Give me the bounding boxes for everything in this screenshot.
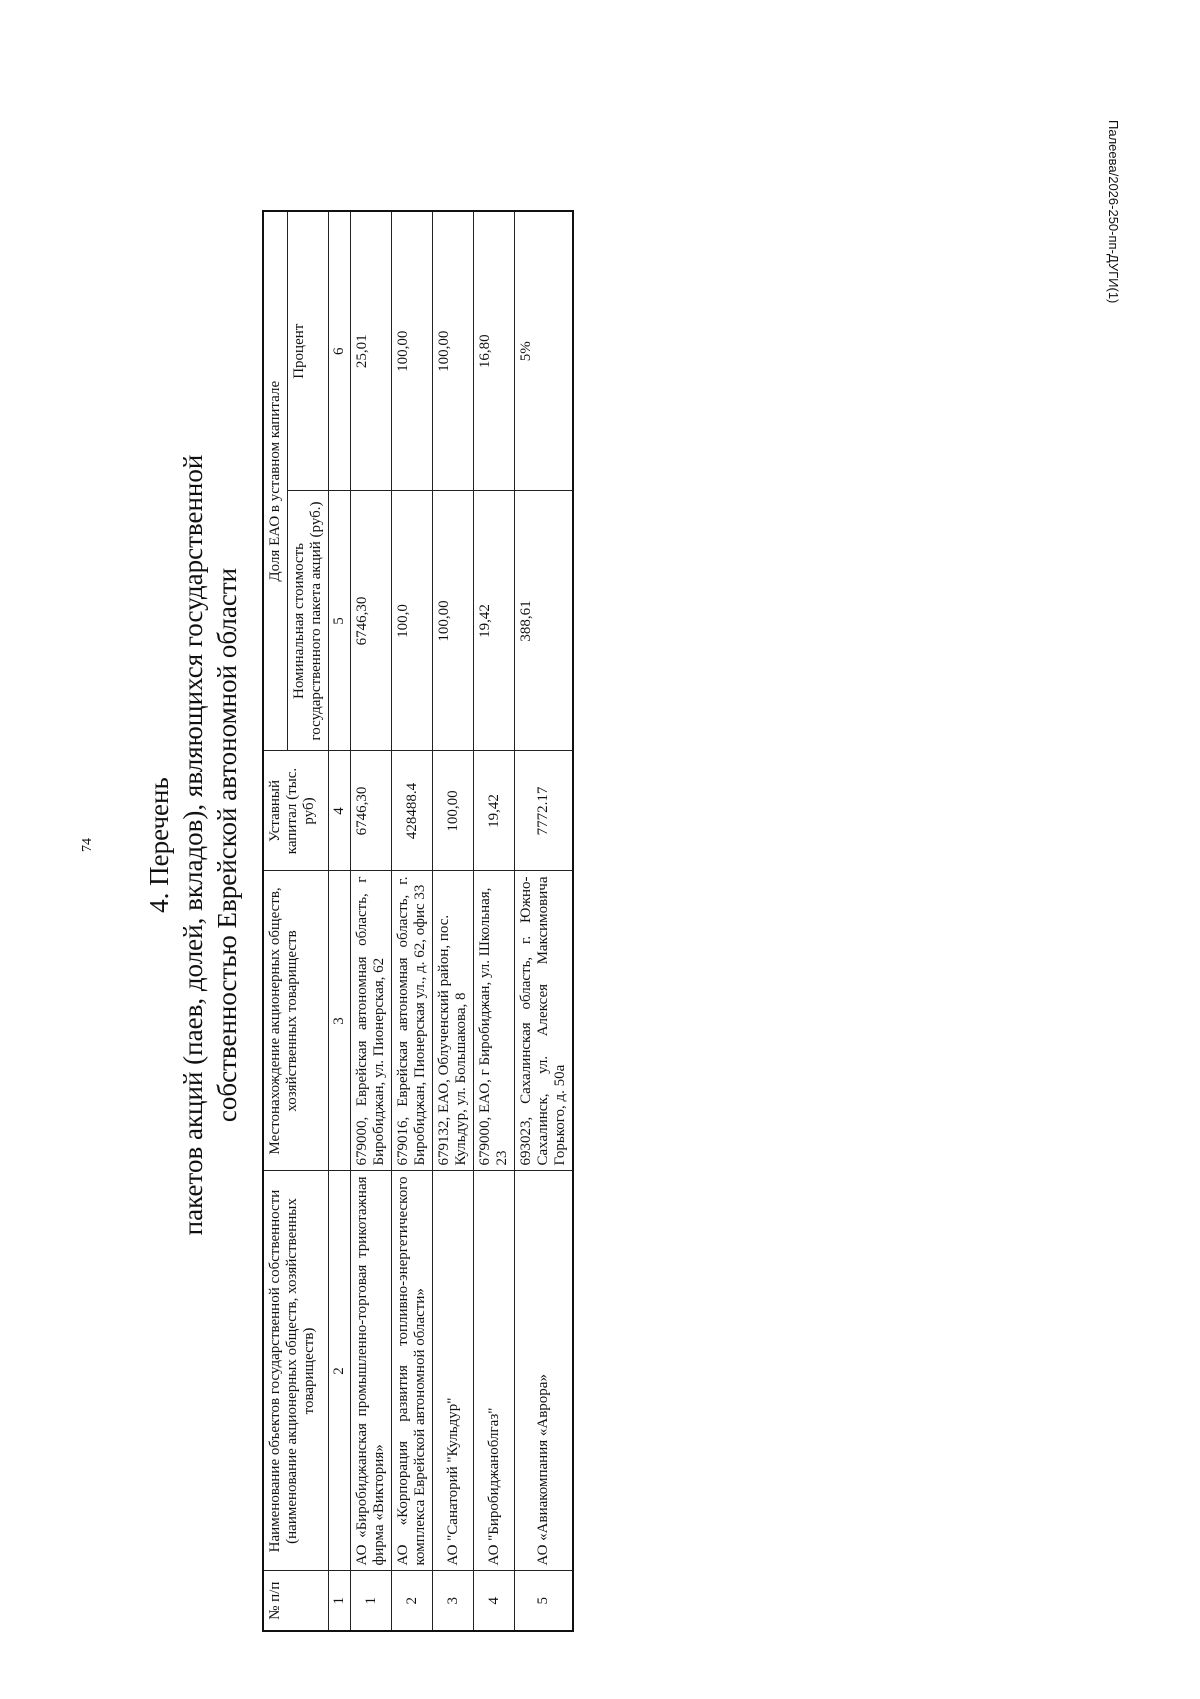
table-header-row	[263, 211, 288, 1631]
row-location: 679016, Еврейская автономная область, г. Биробиджан, Пионерская ул., д. 62, офис 33	[392, 871, 433, 1171]
row-name: АО «Авиакомпания «Аврора»	[515, 1171, 574, 1571]
table-row	[392, 211, 433, 1631]
column-number: 2	[329, 1171, 351, 1571]
row-num: 4	[474, 1571, 515, 1631]
row-capital: 7772.17	[515, 751, 574, 871]
document-footer-code: Палеева/2026-250-пп-ДУГИ(1)	[1106, 120, 1121, 304]
column-number: 5	[329, 491, 351, 751]
row-num: 2	[392, 1571, 433, 1631]
header-capital: Уставный капитал (тыс. руб)	[263, 751, 329, 871]
header-name: Наименование объектов государственной собственности (наименование акционерных обществ, хозяйственных товариществ)	[263, 1171, 329, 1571]
table-row	[474, 211, 515, 1631]
page-number: 74	[80, 838, 95, 852]
row-nominal: 6746,30	[351, 491, 392, 751]
title-line-1: 4. Перечень	[144, 777, 174, 913]
row-name: АО "Санаторий "Кульдур"	[433, 1171, 474, 1571]
row-capital: 19,42	[474, 751, 515, 871]
row-percent: 100,00	[433, 211, 474, 491]
header-percent: Процент	[288, 211, 329, 491]
row-nominal: 100,00	[433, 491, 474, 751]
title-line-2: пакетов акций (паев, долей, вкладов), являющихся государственной	[178, 454, 208, 1236]
row-location: 679132, ЕАО, Облученский район, пос. Кульдур, ул. Большакова, 8	[433, 871, 474, 1171]
row-name: АО "Биробиджаноблгаз"	[474, 1171, 515, 1571]
row-name: АО «Биробиджанская промышленно-торговая трикотажная фирма «Виктория»	[351, 1171, 392, 1571]
header-location: Местонахождение акционерных обществ, хозяйственных товариществ	[263, 871, 329, 1171]
row-location: 679000, ЕАО, г Биробиджан, ул. Школьная, 23	[474, 871, 515, 1171]
row-capital: 6746,30	[351, 751, 392, 871]
rotated-page-content	[50, 35, 1050, 1655]
row-percent: 100,00	[392, 211, 433, 491]
shareholdings-table	[262, 210, 574, 1632]
row-percent: 16,80	[474, 211, 515, 491]
row-nominal: 100,0	[392, 491, 433, 751]
row-capital: 100,00	[433, 751, 474, 871]
header-num: № п/п	[263, 1571, 329, 1631]
row-num: 1	[351, 1571, 392, 1631]
table-row	[351, 211, 392, 1631]
row-nominal: 19,42	[474, 491, 515, 751]
row-percent: 5%	[515, 211, 574, 491]
row-nominal: 388,61	[515, 491, 574, 751]
row-num: 5	[515, 1571, 574, 1631]
title-line-3: собственностью Еврейской автономной области	[212, 567, 242, 1123]
column-number: 4	[329, 751, 351, 871]
row-percent: 25,01	[351, 211, 392, 491]
row-capital: 428488.4	[392, 751, 433, 871]
table-row	[515, 211, 574, 1631]
row-location: 693023, Сахалинская область, г. Южно-Сахалинск, ул. Алексея Максимовича Горького, д. 50а	[515, 871, 574, 1171]
row-num: 3	[433, 1571, 474, 1631]
table-row	[433, 211, 474, 1631]
column-number: 1	[329, 1571, 351, 1631]
header-share-group: Доля ЕАО в уставном капитале	[263, 211, 288, 751]
header-nominal: Номинальная стоимость государственного пакета акций (руб.)	[288, 491, 329, 751]
row-location: 679000, Еврейская автономная область, г Биробиджан, ул. Пионерская, 62	[351, 871, 392, 1171]
column-number-row	[329, 211, 351, 1631]
document-title	[142, 35, 244, 1655]
column-number: 3	[329, 871, 351, 1171]
column-number: 6	[329, 211, 351, 491]
row-name: АО «Корпорация развития топливно-энергетического комплекса Еврейской автономной области»	[392, 1171, 433, 1571]
